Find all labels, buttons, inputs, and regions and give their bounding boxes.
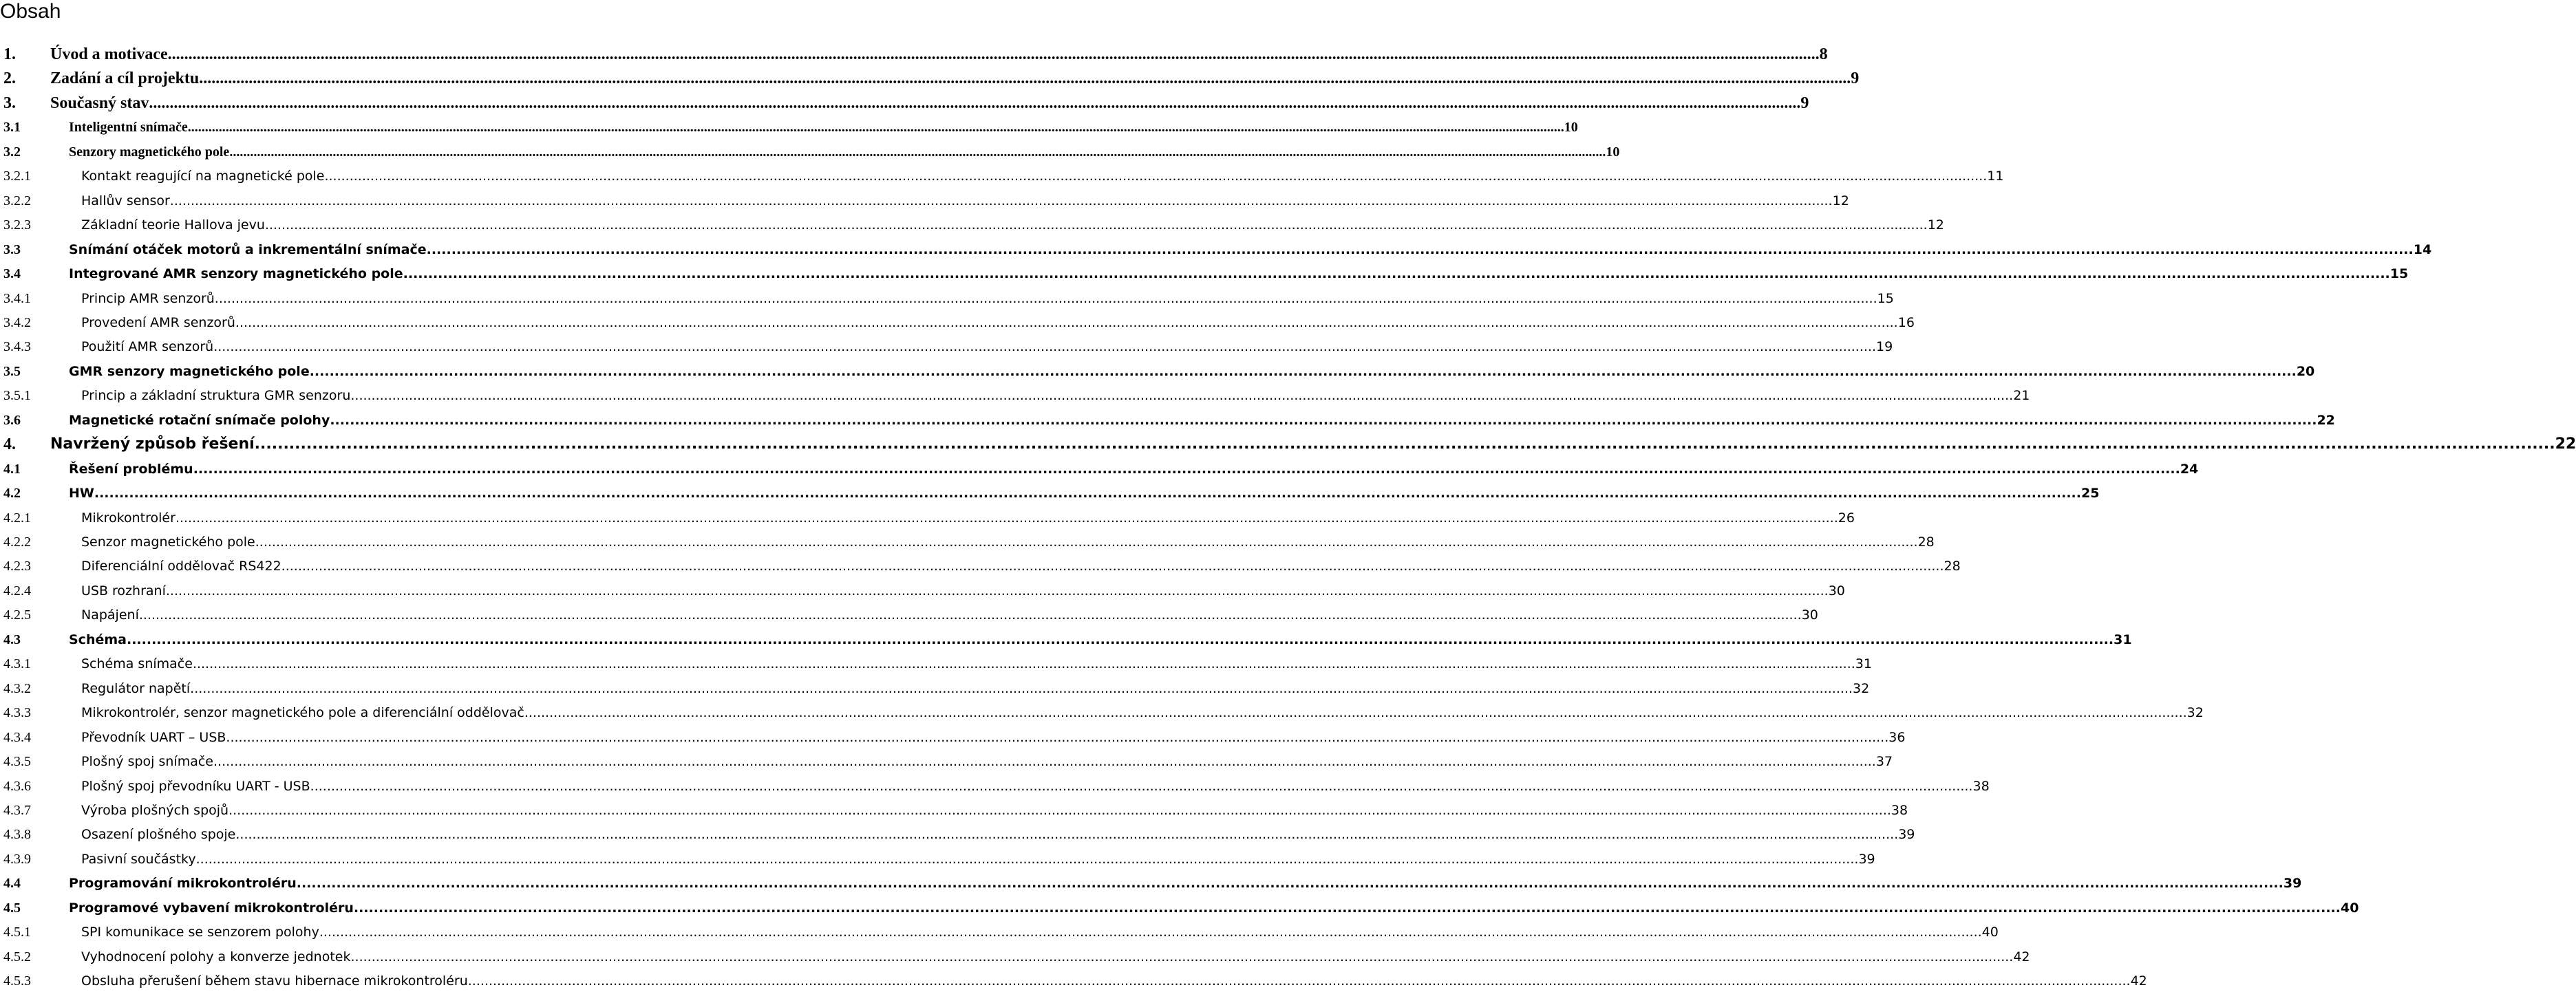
toc-dot-leader: ................................................................................................................................................................................................................................................................................................................................................................................................................ bbox=[149, 94, 1801, 112]
toc-entry-line bbox=[81, 971, 2147, 991]
toc-dot-leader: ................................................................................................................................................................................................................................................................................................................................................................................................................ bbox=[524, 705, 2187, 720]
toc-dot-leader: ................................................................................................................................................................................................................................................................................................................................................................................................................ bbox=[281, 559, 1944, 574]
toc-entry[interactable] bbox=[3, 654, 1872, 674]
toc-entry-page-number: 37 bbox=[1875, 754, 1893, 769]
toc-entry-page-number: 21 bbox=[2013, 388, 2030, 403]
toc-entry-number: 4.2 bbox=[3, 486, 21, 501]
toc-entry-page-number: 12 bbox=[1927, 217, 1944, 233]
toc-entry-number: 3.1 bbox=[3, 120, 21, 135]
toc-dot-leader: ................................................................................................................................................................................................................................................................................................................................................................................................................ bbox=[350, 388, 2014, 403]
toc-entry-number: 1. bbox=[3, 45, 16, 63]
toc-entry-title: Navržený způsob řešení bbox=[50, 435, 255, 453]
toc-entry-number: 4.3.7 bbox=[3, 803, 31, 818]
toc-entry-title: Inteligentní snímače bbox=[69, 120, 188, 135]
toc-entry-number: 3.4 bbox=[3, 266, 21, 281]
toc-entry-page-number: 28 bbox=[1917, 535, 1935, 550]
toc-dot-leader: ................................................................................................................................................................................................................................................................................................................................................................................................................ bbox=[296, 876, 2284, 891]
toc-dot-leader: ................................................................................................................................................................................................................................................................................................................................................................................................................ bbox=[235, 315, 1898, 330]
toc-entry[interactable] bbox=[3, 629, 2132, 650]
toc-entry-line bbox=[81, 947, 2030, 967]
toc-entry-page-number: 14 bbox=[2413, 242, 2432, 257]
toc-entry-page-number: 19 bbox=[1876, 339, 1893, 354]
toc-entry[interactable] bbox=[3, 702, 2204, 723]
toc-dot-leader: ................................................................................................................................................................................................................................................................................................................................................................................................................ bbox=[165, 583, 1829, 598]
toc-entry-number: 3.4.1 bbox=[3, 291, 31, 306]
toc-entry-title: Programové vybavení mikrokontroléru bbox=[69, 900, 354, 916]
toc-entry[interactable] bbox=[3, 117, 1578, 138]
toc-entry-title: SPI komunikace se senzorem polohy bbox=[81, 925, 319, 940]
toc-entry-title: Senzor magnetického pole bbox=[81, 535, 255, 550]
toc-entry-number: 3. bbox=[3, 94, 16, 112]
toc-entry[interactable] bbox=[3, 727, 1906, 748]
toc-entry-page-number: 31 bbox=[1855, 656, 1872, 671]
toc-entry-number: 4.3.6 bbox=[3, 779, 31, 794]
toc-entry-number: 4.5.2 bbox=[3, 949, 31, 964]
toc-entry-page-number: 10 bbox=[1606, 144, 1620, 160]
toc-entry-line bbox=[81, 800, 1908, 821]
toc-dot-leader: ................................................................................................................................................................................................................................................................................................................................................................................................................ bbox=[403, 266, 2390, 281]
toc-entry-page-number: 20 bbox=[2296, 364, 2315, 379]
toc-dot-leader: ................................................................................................................................................................................................................................................................................................................................................................................................................ bbox=[319, 925, 1982, 940]
toc-entry-title: Schéma bbox=[69, 632, 127, 647]
toc-entry-line bbox=[81, 849, 1875, 870]
toc-entry-page-number: 8 bbox=[1819, 45, 1828, 63]
toc-entry-line bbox=[81, 191, 1849, 211]
toc-entry-number: 4.1 bbox=[3, 462, 21, 477]
toc-entry-line bbox=[81, 508, 1855, 528]
toc-entry-title: Princip AMR senzorů bbox=[81, 291, 215, 306]
toc-entry[interactable] bbox=[3, 166, 2004, 186]
toc-entry-title: Princip a základní struktura GMR senzoru bbox=[81, 388, 351, 403]
toc-entry-number: 4.3.4 bbox=[3, 730, 31, 745]
toc-entry-page-number: 39 bbox=[2283, 876, 2302, 891]
toc-entry-title: Snímání otáček motorů a inkrementální snímače bbox=[69, 242, 427, 257]
toc-entry-number: 4.2.4 bbox=[3, 583, 31, 598]
toc-entry-page-number: 32 bbox=[2186, 705, 2204, 720]
toc-entry-page-number: 39 bbox=[1898, 827, 1915, 842]
toc-dot-leader: ................................................................................................................................................................................................................................................................................................................................................................................................................ bbox=[187, 120, 1564, 135]
toc-entry-line bbox=[81, 751, 1893, 772]
toc-entry-title: Senzory magnetického pole bbox=[69, 144, 230, 160]
toc-entry-line bbox=[81, 654, 1872, 674]
toc-entry[interactable] bbox=[3, 508, 1855, 528]
toc-entry-title: Integrované AMR senzory magnetického pole bbox=[69, 266, 403, 281]
toc-entry-title: Plošný spoj snímače bbox=[81, 754, 213, 769]
toc-entry-title: Magnetické rotační snímače polohy bbox=[69, 413, 330, 428]
toc-entry-line bbox=[69, 361, 2315, 382]
toc-entry-title: GMR senzory magnetického pole bbox=[69, 364, 310, 379]
toc-dot-leader: ................................................................................................................................................................................................................................................................................................................................................................................................................ bbox=[235, 827, 1899, 842]
toc-entry-title: Schéma snímače bbox=[81, 656, 193, 671]
toc-entry-number: 2. bbox=[3, 69, 16, 87]
toc-entry-line bbox=[81, 532, 1935, 552]
toc-entry-title: Pasivní součástky bbox=[81, 852, 196, 867]
toc-entry[interactable] bbox=[3, 751, 1893, 772]
toc-entry-line bbox=[50, 44, 1828, 65]
toc-entry-page-number: 22 bbox=[2317, 413, 2335, 428]
toc-entry-number: 4.3.3 bbox=[3, 705, 31, 720]
toc-entry-page-number: 42 bbox=[2130, 973, 2147, 989]
toc-entry[interactable] bbox=[3, 581, 1845, 601]
toc-entry[interactable] bbox=[3, 361, 2315, 382]
toc-entry-number: 4.5 bbox=[3, 900, 21, 916]
toc-entry[interactable] bbox=[3, 263, 2409, 284]
toc-entry-title: Použití AMR senzorů bbox=[81, 339, 214, 354]
toc-entry-page-number: 28 bbox=[1944, 559, 1961, 574]
toc-entry-page-number: 40 bbox=[2340, 900, 2359, 916]
toc-entry-line bbox=[69, 142, 1620, 162]
toc-entry-page-number: 30 bbox=[1828, 583, 1845, 598]
toc-dot-leader: ................................................................................................................................................................................................................................................................................................................................................................................................................ bbox=[94, 486, 2081, 501]
toc-dot-leader: ................................................................................................................................................................................................................................................................................................................................................................................................................ bbox=[324, 169, 1988, 184]
toc-dot-leader: ................................................................................................................................................................................................................................................................................................................................................................................................................ bbox=[254, 435, 2555, 453]
toc-entry[interactable] bbox=[3, 800, 1908, 821]
toc-entry[interactable] bbox=[3, 191, 1849, 211]
toc-entry-number: 4.3.5 bbox=[3, 754, 31, 769]
toc-entry[interactable] bbox=[3, 898, 2359, 918]
toc-dot-leader: ................................................................................................................................................................................................................................................................................................................................................................................................................ bbox=[193, 462, 2180, 477]
toc-entry-page-number: 39 bbox=[1858, 852, 1875, 867]
toc-entry-number: 3.5.1 bbox=[3, 388, 31, 403]
toc-entry-page-number: 30 bbox=[1801, 607, 1818, 623]
toc-dot-leader: ................................................................................................................................................................................................................................................................................................................................................................................................................ bbox=[169, 193, 1833, 208]
toc-entry[interactable] bbox=[3, 44, 1828, 65]
toc-entry-page-number: 38 bbox=[1972, 779, 1990, 794]
toc-entry-number: 4.5.1 bbox=[3, 925, 31, 940]
toc-entry-title: Plošný spoj převodníku UART - USB bbox=[81, 779, 310, 794]
toc-entry[interactable] bbox=[3, 239, 2432, 260]
toc-dot-leader: ................................................................................................................................................................................................................................................................................................................................................................................................................ bbox=[353, 900, 2341, 916]
toc-entry-page-number: 10 bbox=[1564, 120, 1578, 135]
toc-entry[interactable] bbox=[3, 605, 1818, 625]
toc-dot-leader: ................................................................................................................................................................................................................................................................................................................................................................................................................ bbox=[213, 339, 1877, 354]
page-title: Obsah bbox=[0, 0, 61, 23]
toc-entry-number: 4.3 bbox=[3, 632, 21, 647]
toc-entry-number: 4.3.8 bbox=[3, 827, 31, 842]
toc-entry[interactable] bbox=[3, 947, 2030, 967]
toc-entry[interactable] bbox=[3, 971, 2147, 991]
toc-entry-line bbox=[81, 922, 1999, 942]
toc-entry-title: Mikrokontrolér bbox=[81, 510, 175, 526]
toc-entry-number: 4.2.3 bbox=[3, 559, 31, 574]
toc-entry-page-number: 9 bbox=[1800, 94, 1809, 112]
toc-entry[interactable] bbox=[3, 410, 2335, 431]
toc-entry-line bbox=[69, 239, 2432, 260]
toc-entry-page-number: 26 bbox=[1838, 510, 1855, 526]
toc-dot-leader: ................................................................................................................................................................................................................................................................................................................................................................................................................ bbox=[467, 973, 2131, 989]
toc-entry-title: Regulátor napětí bbox=[81, 681, 191, 696]
toc-entry-page-number: 42 bbox=[2013, 949, 2030, 964]
toc-entry-number: 4.5.3 bbox=[3, 973, 31, 989]
toc-entry-title: Napájení bbox=[81, 607, 139, 623]
toc-dot-leader: ................................................................................................................................................................................................................................................................................................................................................................................................................ bbox=[310, 779, 1973, 794]
toc-entry-number: 4.3.2 bbox=[3, 681, 31, 696]
toc-entry[interactable] bbox=[3, 459, 2199, 479]
toc-entry-page-number: 9 bbox=[1851, 69, 1860, 87]
toc-entry-page-number: 16 bbox=[1897, 315, 1915, 330]
toc-entry-number: 3.2.1 bbox=[3, 169, 31, 184]
toc-entry-page-number: 11 bbox=[1987, 169, 2004, 184]
toc-dot-leader: ................................................................................................................................................................................................................................................................................................................................................................................................................ bbox=[167, 45, 1820, 63]
toc-entry-line bbox=[50, 93, 1809, 114]
toc-entry-line bbox=[81, 336, 1893, 357]
toc-entry-number: 3.4.3 bbox=[3, 339, 31, 354]
toc-dot-leader: ................................................................................................................................................................................................................................................................................................................................................................................................................ bbox=[195, 852, 1859, 867]
toc-entry-number: 3.2.3 bbox=[3, 217, 31, 233]
toc-entry-page-number: 12 bbox=[1832, 193, 1849, 208]
toc-entry-title: Hallův sensor bbox=[81, 193, 170, 208]
toc-entry-line bbox=[81, 605, 1818, 625]
toc-dot-leader: ................................................................................................................................................................................................................................................................................................................................................................................................................ bbox=[175, 510, 1838, 526]
toc-dot-leader: ................................................................................................................................................................................................................................................................................................................................................................................................................ bbox=[350, 949, 2014, 964]
toc-entry-page-number: 24 bbox=[2180, 462, 2199, 477]
toc-entry[interactable] bbox=[3, 849, 1875, 870]
toc-entry-number: 4.4 bbox=[3, 876, 21, 891]
toc-entry-page-number: 15 bbox=[1877, 291, 1894, 306]
toc-entry-title: Diferenciální oddělovač RS422 bbox=[81, 559, 281, 574]
toc-entry-number: 4.2.5 bbox=[3, 607, 31, 623]
toc-dot-leader: ................................................................................................................................................................................................................................................................................................................................................................................................................ bbox=[226, 730, 1889, 745]
toc-dot-leader: ................................................................................................................................................................................................................................................................................................................................................................................................................ bbox=[213, 754, 1876, 769]
toc-entry[interactable] bbox=[3, 434, 2576, 455]
toc-dot-leader: ................................................................................................................................................................................................................................................................................................................................................................................................................ bbox=[190, 681, 1853, 696]
toc-entry-number: 3.5 bbox=[3, 364, 21, 379]
toc-dot-leader: ................................................................................................................................................................................................................................................................................................................................................................................................................ bbox=[199, 69, 1851, 87]
toc-entry-line bbox=[81, 824, 1915, 845]
toc-entry-line bbox=[81, 776, 1990, 797]
toc-entry-number: 3.4.2 bbox=[3, 315, 31, 330]
toc-dot-leader: ................................................................................................................................................................................................................................................................................................................................................................................................................ bbox=[309, 364, 2297, 379]
toc-entry-line bbox=[81, 215, 1944, 235]
toc-entry-title: Řešení problému bbox=[69, 462, 193, 477]
toc-entry-title: Obsluha přerušení během stavu hibernace mikrokontroléru bbox=[81, 973, 468, 989]
toc-dot-leader: ................................................................................................................................................................................................................................................................................................................................................................................................................ bbox=[255, 535, 1918, 550]
toc-entry-line bbox=[81, 727, 1906, 748]
toc-dot-leader: ................................................................................................................................................................................................................................................................................................................................................................................................................ bbox=[138, 607, 1802, 623]
toc-entry-line bbox=[81, 581, 1845, 601]
toc-entry-number: 4. bbox=[3, 435, 16, 453]
toc-dot-leader: ................................................................................................................................................................................................................................................................................................................................................................................................................ bbox=[426, 242, 2414, 257]
toc-entry-page-number: 22 bbox=[2555, 435, 2576, 453]
toc-entry-title: Mikrokontrolér, senzor magnetického pole a diferenciální oddělovač bbox=[81, 705, 524, 720]
toc-entry[interactable] bbox=[3, 824, 1915, 845]
toc-entry-title: Vyhodnocení polohy a konverze jednotek bbox=[81, 949, 351, 964]
toc-dot-leader: ................................................................................................................................................................................................................................................................................................................................................................................................................ bbox=[126, 632, 2114, 647]
toc-entry-page-number: 15 bbox=[2389, 266, 2409, 281]
toc-entry-line bbox=[81, 678, 1870, 699]
toc-dot-leader: ................................................................................................................................................................................................................................................................................................................................................................................................................ bbox=[264, 217, 1928, 233]
toc-entry-number: 3.6 bbox=[3, 413, 21, 428]
toc-entry-title: HW bbox=[69, 486, 94, 501]
toc-entry-line bbox=[69, 117, 1578, 138]
toc-entry[interactable] bbox=[3, 68, 1860, 89]
toc-entry-page-number: 32 bbox=[1852, 681, 1870, 696]
toc-entry-line bbox=[69, 629, 2132, 650]
toc-entry-title: Zadání a cíl projektu bbox=[50, 69, 200, 87]
toc-entry-page-number: 36 bbox=[1888, 730, 1906, 745]
toc-entry-page-number: 40 bbox=[1981, 925, 1999, 940]
toc-entry[interactable] bbox=[3, 922, 1999, 942]
toc-entry[interactable] bbox=[3, 215, 1944, 235]
toc-entry[interactable] bbox=[3, 532, 1935, 552]
toc-entry-line bbox=[69, 459, 2199, 479]
toc-entry-line bbox=[81, 702, 2204, 723]
toc-entry-number: 4.2.2 bbox=[3, 535, 31, 550]
toc-entry-line bbox=[81, 556, 1961, 576]
toc-dot-leader: ................................................................................................................................................................................................................................................................................................................................................................................................................ bbox=[229, 144, 1606, 160]
toc-entry-line bbox=[81, 166, 2004, 186]
toc-entry-title: Kontakt reagující na magnetické pole bbox=[81, 169, 325, 184]
toc-entry[interactable] bbox=[3, 483, 2100, 504]
toc-entry[interactable] bbox=[3, 312, 1915, 333]
toc-dot-leader: ................................................................................................................................................................................................................................................................................................................................................................................................................ bbox=[192, 656, 1855, 671]
toc-entry-title: Současný stav bbox=[50, 94, 149, 112]
toc-entry[interactable] bbox=[3, 678, 1870, 699]
toc-entry-page-number: 38 bbox=[1891, 803, 1908, 818]
toc-entry-title: Převodník UART – USB bbox=[81, 730, 226, 745]
toc-entry-line bbox=[69, 263, 2409, 284]
toc-entry-line bbox=[81, 385, 2030, 406]
toc-entry-number: 3.3 bbox=[3, 242, 21, 257]
toc-entry[interactable] bbox=[3, 873, 2302, 894]
toc-entry-number: 4.3.1 bbox=[3, 656, 31, 671]
toc-entry-page-number: 31 bbox=[2114, 632, 2132, 647]
toc-dot-leader: ................................................................................................................................................................................................................................................................................................................................................................................................................ bbox=[214, 291, 1877, 306]
toc-entry-line bbox=[69, 410, 2335, 431]
toc-entry-title: Úvod a motivace bbox=[50, 45, 168, 63]
toc-entry-line bbox=[69, 898, 2359, 918]
toc-entry-page-number: 25 bbox=[2080, 486, 2100, 501]
toc-entry[interactable] bbox=[3, 288, 1894, 309]
toc-entry-line bbox=[69, 873, 2302, 894]
toc-entry[interactable] bbox=[3, 776, 1990, 797]
toc-entry-number: 4.2.1 bbox=[3, 510, 31, 526]
toc-entry-number: 4.3.9 bbox=[3, 852, 31, 867]
toc-entry-line bbox=[81, 312, 1915, 333]
toc-entry-line bbox=[50, 434, 2576, 455]
toc-entry-number: 3.2 bbox=[3, 144, 21, 160]
toc-entry-line bbox=[69, 483, 2100, 504]
toc-entry[interactable] bbox=[3, 556, 1961, 576]
toc-entry-title: Programování mikrokontroléru bbox=[69, 876, 297, 891]
toc-dot-leader: ................................................................................................................................................................................................................................................................................................................................................................................................................ bbox=[330, 413, 2317, 428]
toc-entry-title: Základní teorie Hallova jevu bbox=[81, 217, 265, 233]
toc-entry-line bbox=[81, 288, 1894, 309]
toc-entry-title: Provedení AMR senzorů bbox=[81, 315, 235, 330]
toc-entry-line bbox=[50, 68, 1860, 89]
toc-dot-leader: ................................................................................................................................................................................................................................................................................................................................................................................................................ bbox=[228, 803, 1891, 818]
toc-entry[interactable] bbox=[3, 93, 1809, 114]
toc-entry-number: 3.2.2 bbox=[3, 193, 31, 208]
toc-entry[interactable] bbox=[3, 385, 2030, 406]
toc-entry-title: Výroba plošných spojů bbox=[81, 803, 229, 818]
toc-entry-title: USB rozhraní bbox=[81, 583, 166, 598]
toc-entry[interactable] bbox=[3, 142, 1620, 162]
toc-entry[interactable] bbox=[3, 336, 1893, 357]
toc-entry-title: Osazení plošného spoje bbox=[81, 827, 236, 842]
